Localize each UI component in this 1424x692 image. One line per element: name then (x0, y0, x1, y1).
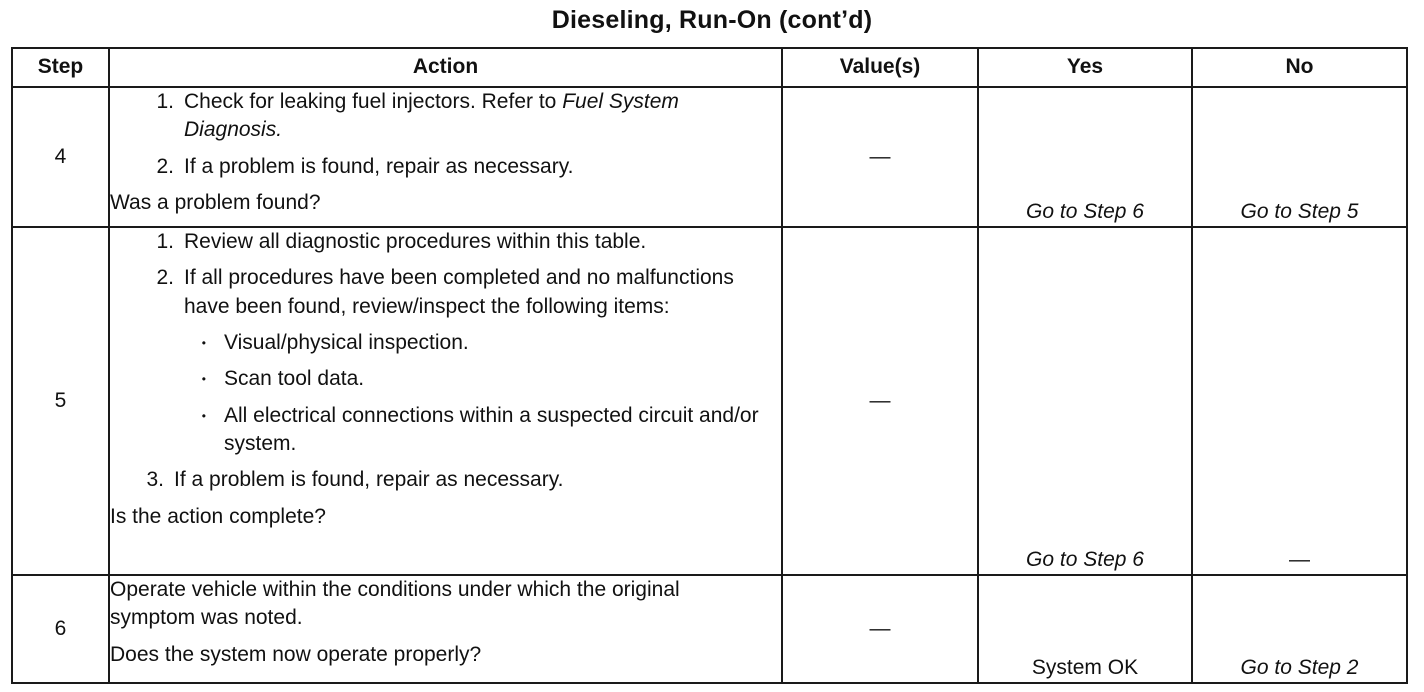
action-cell (109, 575, 782, 683)
yes-result: System OK (978, 575, 1192, 683)
item-number: 1. (156, 90, 174, 113)
diagnostic-table (11, 47, 1408, 684)
bullet-text: Visual/physical inspection. (224, 331, 469, 355)
bullet-icon: • (201, 336, 206, 351)
no-result: Go to Step 5 (1192, 87, 1407, 227)
action-item (110, 88, 781, 145)
yes-result: Go to Step 6 (978, 227, 1192, 575)
item-text: Check for leaking fuel injectors. Refer to Fuel System Diagnosis. (184, 90, 679, 142)
column-header-step: Step (12, 48, 109, 87)
reference-link-text: Fuel System Diagnosis (184, 90, 679, 142)
bullet-item (110, 329, 781, 357)
item-number: 2. (156, 266, 174, 290)
action-item (110, 466, 781, 494)
table-row (12, 227, 1407, 575)
table-row (12, 87, 1407, 227)
column-header-yes: Yes (978, 48, 1192, 87)
action-question: Is the action complete? (110, 504, 326, 528)
page-title: Dieseling, Run-On (cont’d) (551, 6, 873, 34)
column-header-values: Value(s) (782, 48, 978, 87)
item-text: If all procedures have been completed and no malfunctions have been found, review/inspect the following items: (184, 266, 734, 318)
bullet-text: Scan tool data. (224, 367, 365, 391)
action-text: Operate vehicle within the conditions under which the original symptom was noted. (110, 578, 680, 630)
step-number: 4 (12, 87, 109, 227)
bullet-icon: • (201, 372, 206, 387)
bullet-item (110, 365, 781, 393)
no-result: — (1192, 227, 1407, 575)
action-cell (109, 87, 782, 227)
step-number: 6 (12, 575, 109, 683)
item-number: 3. (146, 468, 164, 492)
column-header-no: No (1192, 48, 1407, 87)
bullet-text: All electrical connections within a suspected circuit and/or system. (224, 403, 759, 456)
bullet-item (110, 402, 781, 459)
action-question: Was a problem found? (110, 191, 321, 215)
value-cell: — (782, 227, 978, 575)
step-number: 5 (12, 227, 109, 575)
item-text: If a problem is found, repair as necessary. (174, 468, 564, 492)
action-item (110, 264, 781, 321)
action-question: Does the system now operate properly? (110, 642, 482, 666)
yes-result: Go to Step 6 (978, 87, 1192, 227)
action-cell (109, 227, 782, 575)
action-item (110, 153, 781, 181)
column-header-action: Action (109, 48, 782, 87)
action-item (110, 228, 781, 256)
item-number: 1. (156, 230, 174, 253)
item-text: If a problem is found, repair as necessary. (184, 154, 574, 178)
table-row (12, 575, 1407, 683)
item-text: Review all diagnostic procedures within this table. (184, 230, 647, 253)
table-header-row (12, 48, 1407, 87)
item-number: 2. (156, 154, 174, 178)
value-cell: — (782, 575, 978, 683)
no-result: Go to Step 2 (1192, 575, 1407, 683)
value-cell: — (782, 87, 978, 227)
bullet-icon: • (201, 408, 206, 423)
